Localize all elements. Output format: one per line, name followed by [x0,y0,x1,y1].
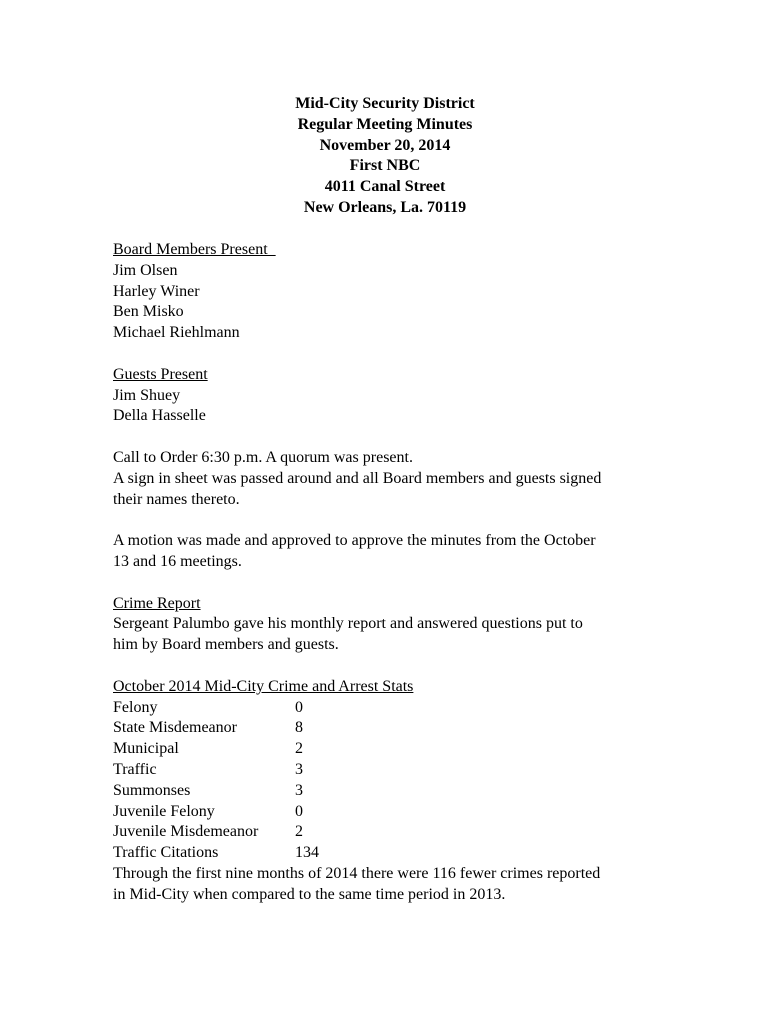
stat-row [113,718,673,739]
document-header [0,94,770,219]
stat-label: Summonses [113,781,191,799]
crime-report-section [113,594,673,656]
header-organization: Mid-City Security District [295,95,475,112]
stat-row [113,739,673,760]
guests-heading: Guests Present [113,365,208,383]
stat-value: 3 [295,760,303,778]
stat-row [113,802,673,823]
header-city: New Orleans, La. 70119 [303,198,467,216]
call-to-order-section [113,448,673,510]
stat-row [113,698,673,719]
crime-report-text: Sergeant Palumbo gave his monthly report and answered questions put to [113,615,583,633]
stat-label: Traffic [113,760,157,778]
stats-heading: October 2014 Mid-City Crime and Arrest Stats [113,677,414,695]
board-member: Michael Riehlmann [113,324,240,342]
stat-label: Juvenile Misdemeanor [113,823,259,841]
stat-value: 2 [295,823,303,841]
header-street: 4011 Canal Street [324,178,446,196]
stat-row [113,760,673,781]
guest: Della Hasselle [113,407,206,425]
header-document-type: Regular Meeting Minutes [297,115,473,133]
motion-section [113,531,673,573]
stat-value: 134 [295,844,319,862]
motion-text: A motion was made and approved to approve the minutes from the October [113,532,596,550]
stat-value: 0 [295,802,303,820]
stat-label: Felony [113,698,158,716]
stats-summary-cont: in Mid-City when compared to the same time period in 2013. [113,885,506,903]
stat-label: Juvenile Felony [113,802,215,820]
stat-label: Traffic Citations [113,844,219,862]
board-member: Jim Olsen [113,261,178,279]
board-members-section [113,240,673,344]
header-date: November 20, 2014 [319,136,451,154]
stat-row [113,843,673,864]
stat-row [113,781,673,802]
stat-value: 3 [295,781,303,799]
board-members-heading: Board Members Present [113,241,276,258]
stat-value: 8 [295,719,303,737]
document-body [113,240,673,906]
stat-label: Municipal [113,740,179,758]
sign-in-text-cont: their names thereto. [113,490,240,508]
guest: Jim Shuey [113,386,181,404]
board-member: Ben Misko [113,303,184,321]
crime-report-heading: Crime Report [113,594,201,612]
stats-section [113,677,673,906]
stat-row [113,822,673,843]
sign-in-text: A sign in sheet was passed around and all Board members and guests signed [113,469,602,487]
call-to-order-text: Call to Order 6:30 p.m. A quorum was present. [113,448,413,466]
stat-value: 2 [295,740,303,758]
stat-value: 0 [295,698,303,716]
board-member: Harley Winer [113,282,200,300]
crime-report-text-cont: him by Board members and guests. [113,636,339,654]
stats-summary: Through the first nine months of 2014 there were 116 fewer crimes reported [113,864,601,882]
guests-section [113,365,673,427]
stat-label: State Misdemeanor [113,719,237,737]
motion-text-cont: 13 and 16 meetings. [113,552,242,570]
header-venue: First NBC [349,157,421,175]
